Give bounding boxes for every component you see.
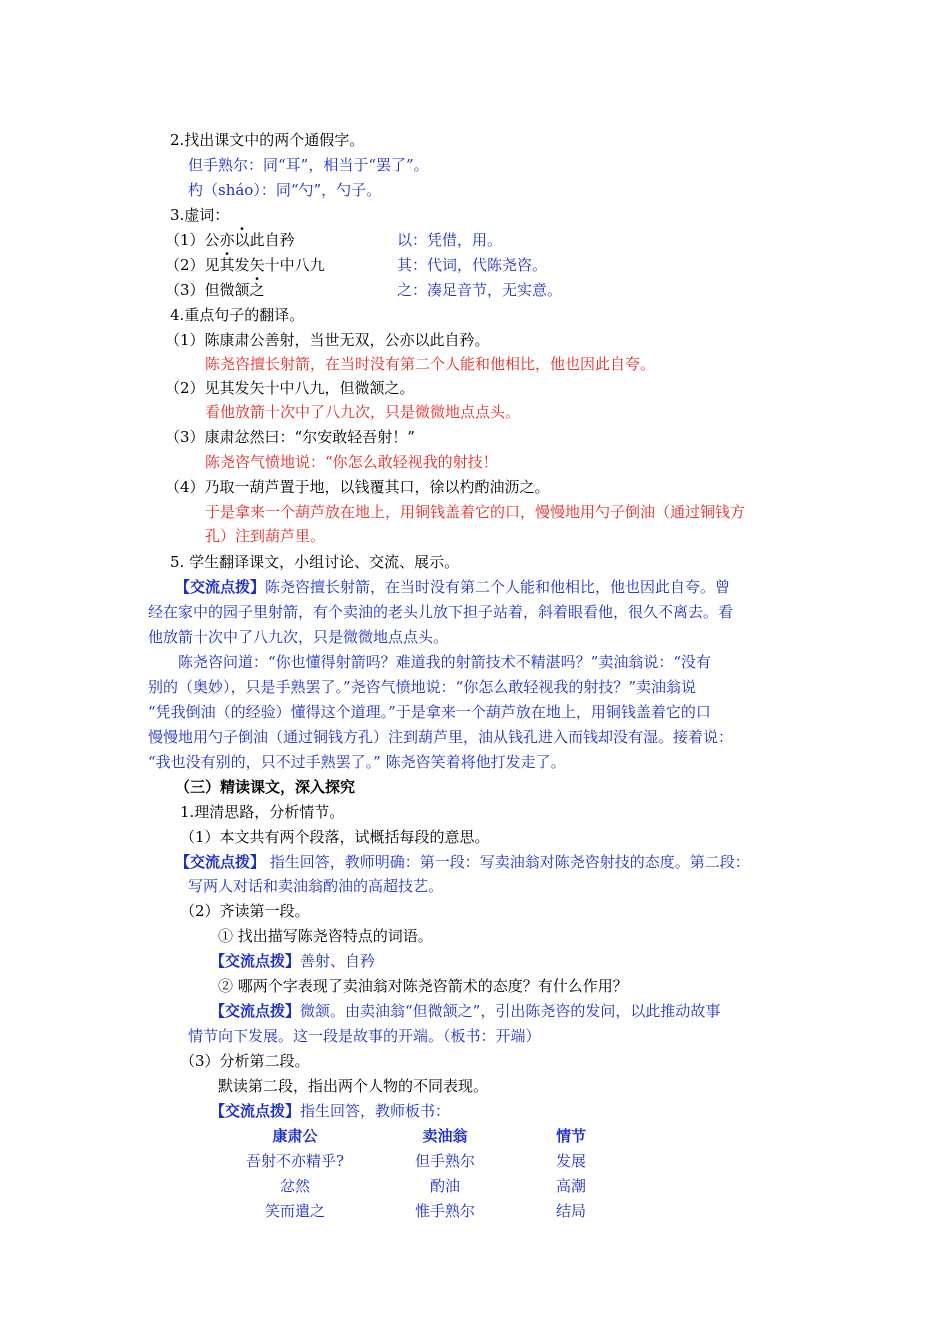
task-3-answer: 【交流点拨】指生回答，教师板书： bbox=[210, 1102, 451, 1120]
discussion-para-2-line-3: “凭我倒油（的经验）懂得这个道理。”于是拿来一个葫芦放在地上，用铜钱盖着它的口 bbox=[148, 703, 711, 721]
sentence-2: （2）见其发矢十中八九，但微颔之。 bbox=[165, 379, 415, 397]
section-3-title: 3.虚词： bbox=[170, 206, 230, 224]
table-cell: 但手熟尔 bbox=[414, 1152, 475, 1170]
discussion-para-2-line-1: 陈尧咨问道：“你也懂得射箭吗？难道我的射箭技术不精湛吗？”卖油翁说：“没有 bbox=[178, 653, 712, 671]
section-4-title: 4.重点句子的翻译。 bbox=[170, 306, 305, 324]
discussion-para-1-line-1: 【交流点拨】陈尧咨擅长射箭，在当时没有第二个人能和他相比，他也因此自夸。曾 bbox=[175, 578, 731, 596]
task-2-answer-1: 【交流点拨】善射、自矜 bbox=[210, 952, 376, 970]
table-cell: 高潮 bbox=[555, 1177, 586, 1195]
discussion-para-2-line-5: “我也没有别的，只不过手熟罢了。” 陈尧咨笑着将他打发走了。 bbox=[148, 753, 566, 771]
task-2-answer-2-line-2: 情节向下发展。这一段是故事的开端。（板书：开端） bbox=[188, 1027, 541, 1045]
translation-2: 看他放箭十次中了八九次，只是微微地点点头。 bbox=[205, 403, 521, 421]
table-header-plot: 情节 bbox=[555, 1127, 586, 1145]
function-word-note-1: 以：凭借，用。 bbox=[397, 231, 503, 249]
translation-4-line-2: 孔）注到葫芦里。 bbox=[205, 527, 326, 545]
task-1-title: 1.理清思路，分析情节。 bbox=[180, 803, 345, 821]
discussion-para-2-line-4: 慢慢地用勺子倒油（通过铜钱方孔）注到葫芦里，油从钱孔进入而钱却没有湿。接着说： bbox=[148, 728, 734, 746]
function-word-note-2: 其：代词，代陈尧咨。 bbox=[397, 256, 548, 274]
section-2-title: 2.找出课文中的两个通假字。 bbox=[170, 131, 365, 149]
translation-3: 陈尧咨气愤地说：“你怎么敢轻视我的射技！ bbox=[205, 453, 498, 471]
function-word-item-2: （2）见其发矢十中八九 bbox=[165, 256, 325, 274]
table-cell: 惟手熟尔 bbox=[414, 1202, 475, 1220]
task-2-answer-2-line-1: 【交流点拨】微颔。由卖油翁“但微颔之”，引出陈尧咨的发问，以此推动故事 bbox=[210, 1002, 721, 1020]
task-1-answer-line-2: 写两人对话和卖油翁酌油的高超技艺。 bbox=[188, 877, 444, 895]
function-word-note-3: 之：凑足音节，无实意。 bbox=[397, 281, 563, 299]
table-cell: 吾射不亦精乎? bbox=[245, 1152, 345, 1170]
discussion-para-2-line-2: 别的（奥妙），只是手熟罢了。”尧咨气愤地说：“你怎么敢轻视我的射技？”卖油翁说 bbox=[148, 678, 697, 696]
table-cell: 结局 bbox=[555, 1202, 586, 1220]
table-cell: 笑而遣之 bbox=[264, 1202, 325, 1220]
task-1-question: （1）本文共有两个段落，试概括每段的意思。 bbox=[180, 828, 490, 846]
task-2-title: （2）齐读第一段。 bbox=[180, 902, 310, 920]
task-3-title: （3）分析第二段。 bbox=[180, 1052, 310, 1070]
task-2-question-2: ② 哪两个字表现了卖油翁对陈尧咨箭术的态度？有什么作用？ bbox=[218, 977, 628, 995]
sentence-3: （3）康肃忿然曰：“尔安敢轻吾射！” bbox=[165, 428, 415, 446]
translation-1: 陈尧咨擅长射箭，在当时没有第二个人能和他相比，他也因此自夸。 bbox=[205, 355, 656, 373]
section-2-line-1: 但手熟尔：同“耳”，相当于“罢了”。 bbox=[188, 156, 429, 174]
section-5-title: 5. 学生翻译课文，小组讨论、交流、展示。 bbox=[170, 553, 460, 571]
sentence-1: （1）陈康肃公善射，当世无双，公亦以此自矜。 bbox=[165, 331, 490, 349]
discussion-tag: 【交流点拨】 bbox=[175, 578, 266, 596]
sentence-4: （4）乃取一葫芦置于地，以钱覆其口，徐以杓酌油沥之。 bbox=[165, 478, 550, 496]
table-header-oil-seller: 卖油翁 bbox=[422, 1127, 468, 1145]
discussion-para-1-line-3: 他放箭十次中了八九次，只是微微地点点头。 bbox=[148, 628, 449, 646]
table-cell: 发展 bbox=[555, 1152, 586, 1170]
task-2-question-1: ① 找出描写陈尧咨特点的词语。 bbox=[218, 927, 433, 945]
discussion-para-1-line-2: 经在家中的园子里射箭，有个卖油的老头儿放下担子站着，斜着眼看他，很久不离去。看 bbox=[148, 603, 734, 621]
task-3-question: 默读第二段，指出两个人物的不同表现。 bbox=[218, 1077, 489, 1095]
table-header-kangsu: 康肃公 bbox=[272, 1127, 318, 1145]
table-cell: 忿然 bbox=[279, 1177, 310, 1195]
function-word-item-1: （1）公亦以此自矜 bbox=[165, 231, 295, 249]
section-2-line-2: 杓（sháo）：同“勺”，勺子。 bbox=[188, 181, 382, 199]
section-3-heading: （三）精读课文，深入探究 bbox=[175, 778, 356, 796]
table-cell: 酌油 bbox=[429, 1177, 460, 1195]
function-word-item-3: （3）但微颔之 bbox=[165, 281, 265, 299]
task-1-answer-line-1: 【交流点拨】 指生回答，教师明确：第一段：写卖油翁对陈尧咨射技的态度。第二段： bbox=[175, 853, 750, 871]
translation-4-line-1: 于是拿来一个葫芦放在地上，用铜钱盖着它的口，慢慢地用勺子倒油（通过铜钱方 bbox=[205, 503, 746, 521]
